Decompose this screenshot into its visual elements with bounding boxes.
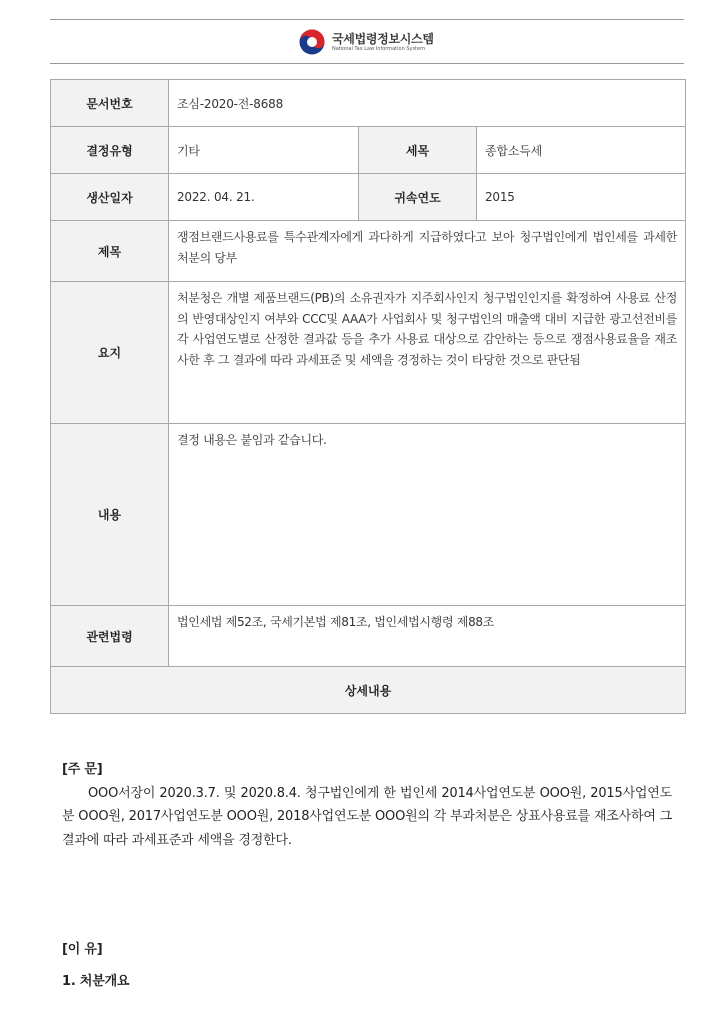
produced-date-value: 2022. 04. 21. (169, 174, 359, 221)
row-doc-no (51, 80, 686, 127)
site-logo[interactable] (298, 28, 434, 56)
row-decision-type (51, 127, 686, 174)
logo-korean-text: 국세법령정보시스템 (332, 31, 434, 46)
row-produced-date (51, 174, 686, 221)
row-related-laws (51, 606, 686, 667)
order-section (62, 758, 672, 852)
order-title: [주 문] (62, 762, 103, 777)
reason-section (62, 938, 672, 993)
header-bottom-rule (50, 63, 684, 64)
decision-type-value: 기타 (169, 127, 359, 174)
content-value: 결정 내용은 붙임과 같습니다. (169, 424, 686, 606)
subject-label: 제목 (51, 221, 169, 282)
produced-date-label: 생산일자 (51, 174, 169, 221)
year-value: 2015 (477, 174, 686, 221)
row-summary (51, 282, 686, 424)
doc-no-value: 조심-2020-전-8688 (169, 80, 686, 127)
subject-value: 쟁점브랜드사용료를 특수관계자에게 과다하게 지급하였다고 보아 청구법인에게 법인세를 과세한 처분의 당부 (169, 221, 686, 282)
related-laws-value: 법인세법 제52조, 국세기본법 제81조, 법인세법시행령 제88조 (169, 606, 686, 667)
document-meta-table (50, 79, 686, 714)
subsection-disposition-overview: 1. 처분개요 (62, 973, 130, 989)
related-laws-label: 관련법령 (51, 606, 169, 667)
content-label: 내용 (51, 424, 169, 606)
decision-type-label: 결정유형 (51, 127, 169, 174)
header-top-rule (50, 19, 684, 20)
order-text: OOO서장이 2020.3.7. 및 2020.8.4. 청구법인에게 한 법인세 2014사업연도분 OOO원, 2015사업연도분 OOO원, 2017사업연도분 OOO원, 2018사업연도분 OOO원의 각 부과처분은 상표사용료를 재조사하여 그 결과에 따라 과세표준과 세액을 경정한다. (62, 785, 672, 848)
summary-value: 처분청은 개별 제품브랜드(PB)의 소유권자가 지주회사인지 청구법인인지를 확정하여 사용료 산정의 반영대상인지 여부와 CCC및 AAA가 사업회사 및 청구법인의 매출액 대비 지급한 광고선전비를 각 사업연도별로 산정한 결과값 등을 추가 사용료 대상으로 감안하는 등으로 쟁점사용료율을 재조사한 후 그 결과에 따라 과세표준 및 세액을 경정하는 것이 타당한 것으로 판단됨 (169, 282, 686, 424)
tax-item-value: 종합소득세 (477, 127, 686, 174)
taegeuk-emblem-icon (298, 28, 326, 56)
row-content (51, 424, 686, 606)
doc-no-label: 문서번호 (51, 80, 169, 127)
detail-section-header: 상세내용 (51, 667, 686, 714)
logo-english-text: National Tax Law Information System (332, 45, 425, 52)
year-label: 귀속연도 (359, 174, 477, 221)
row-subject (51, 221, 686, 282)
reason-title: [이 유] (62, 942, 103, 957)
row-detail (51, 667, 686, 714)
summary-label: 요지 (51, 282, 169, 424)
tax-item-label: 세목 (359, 127, 477, 174)
